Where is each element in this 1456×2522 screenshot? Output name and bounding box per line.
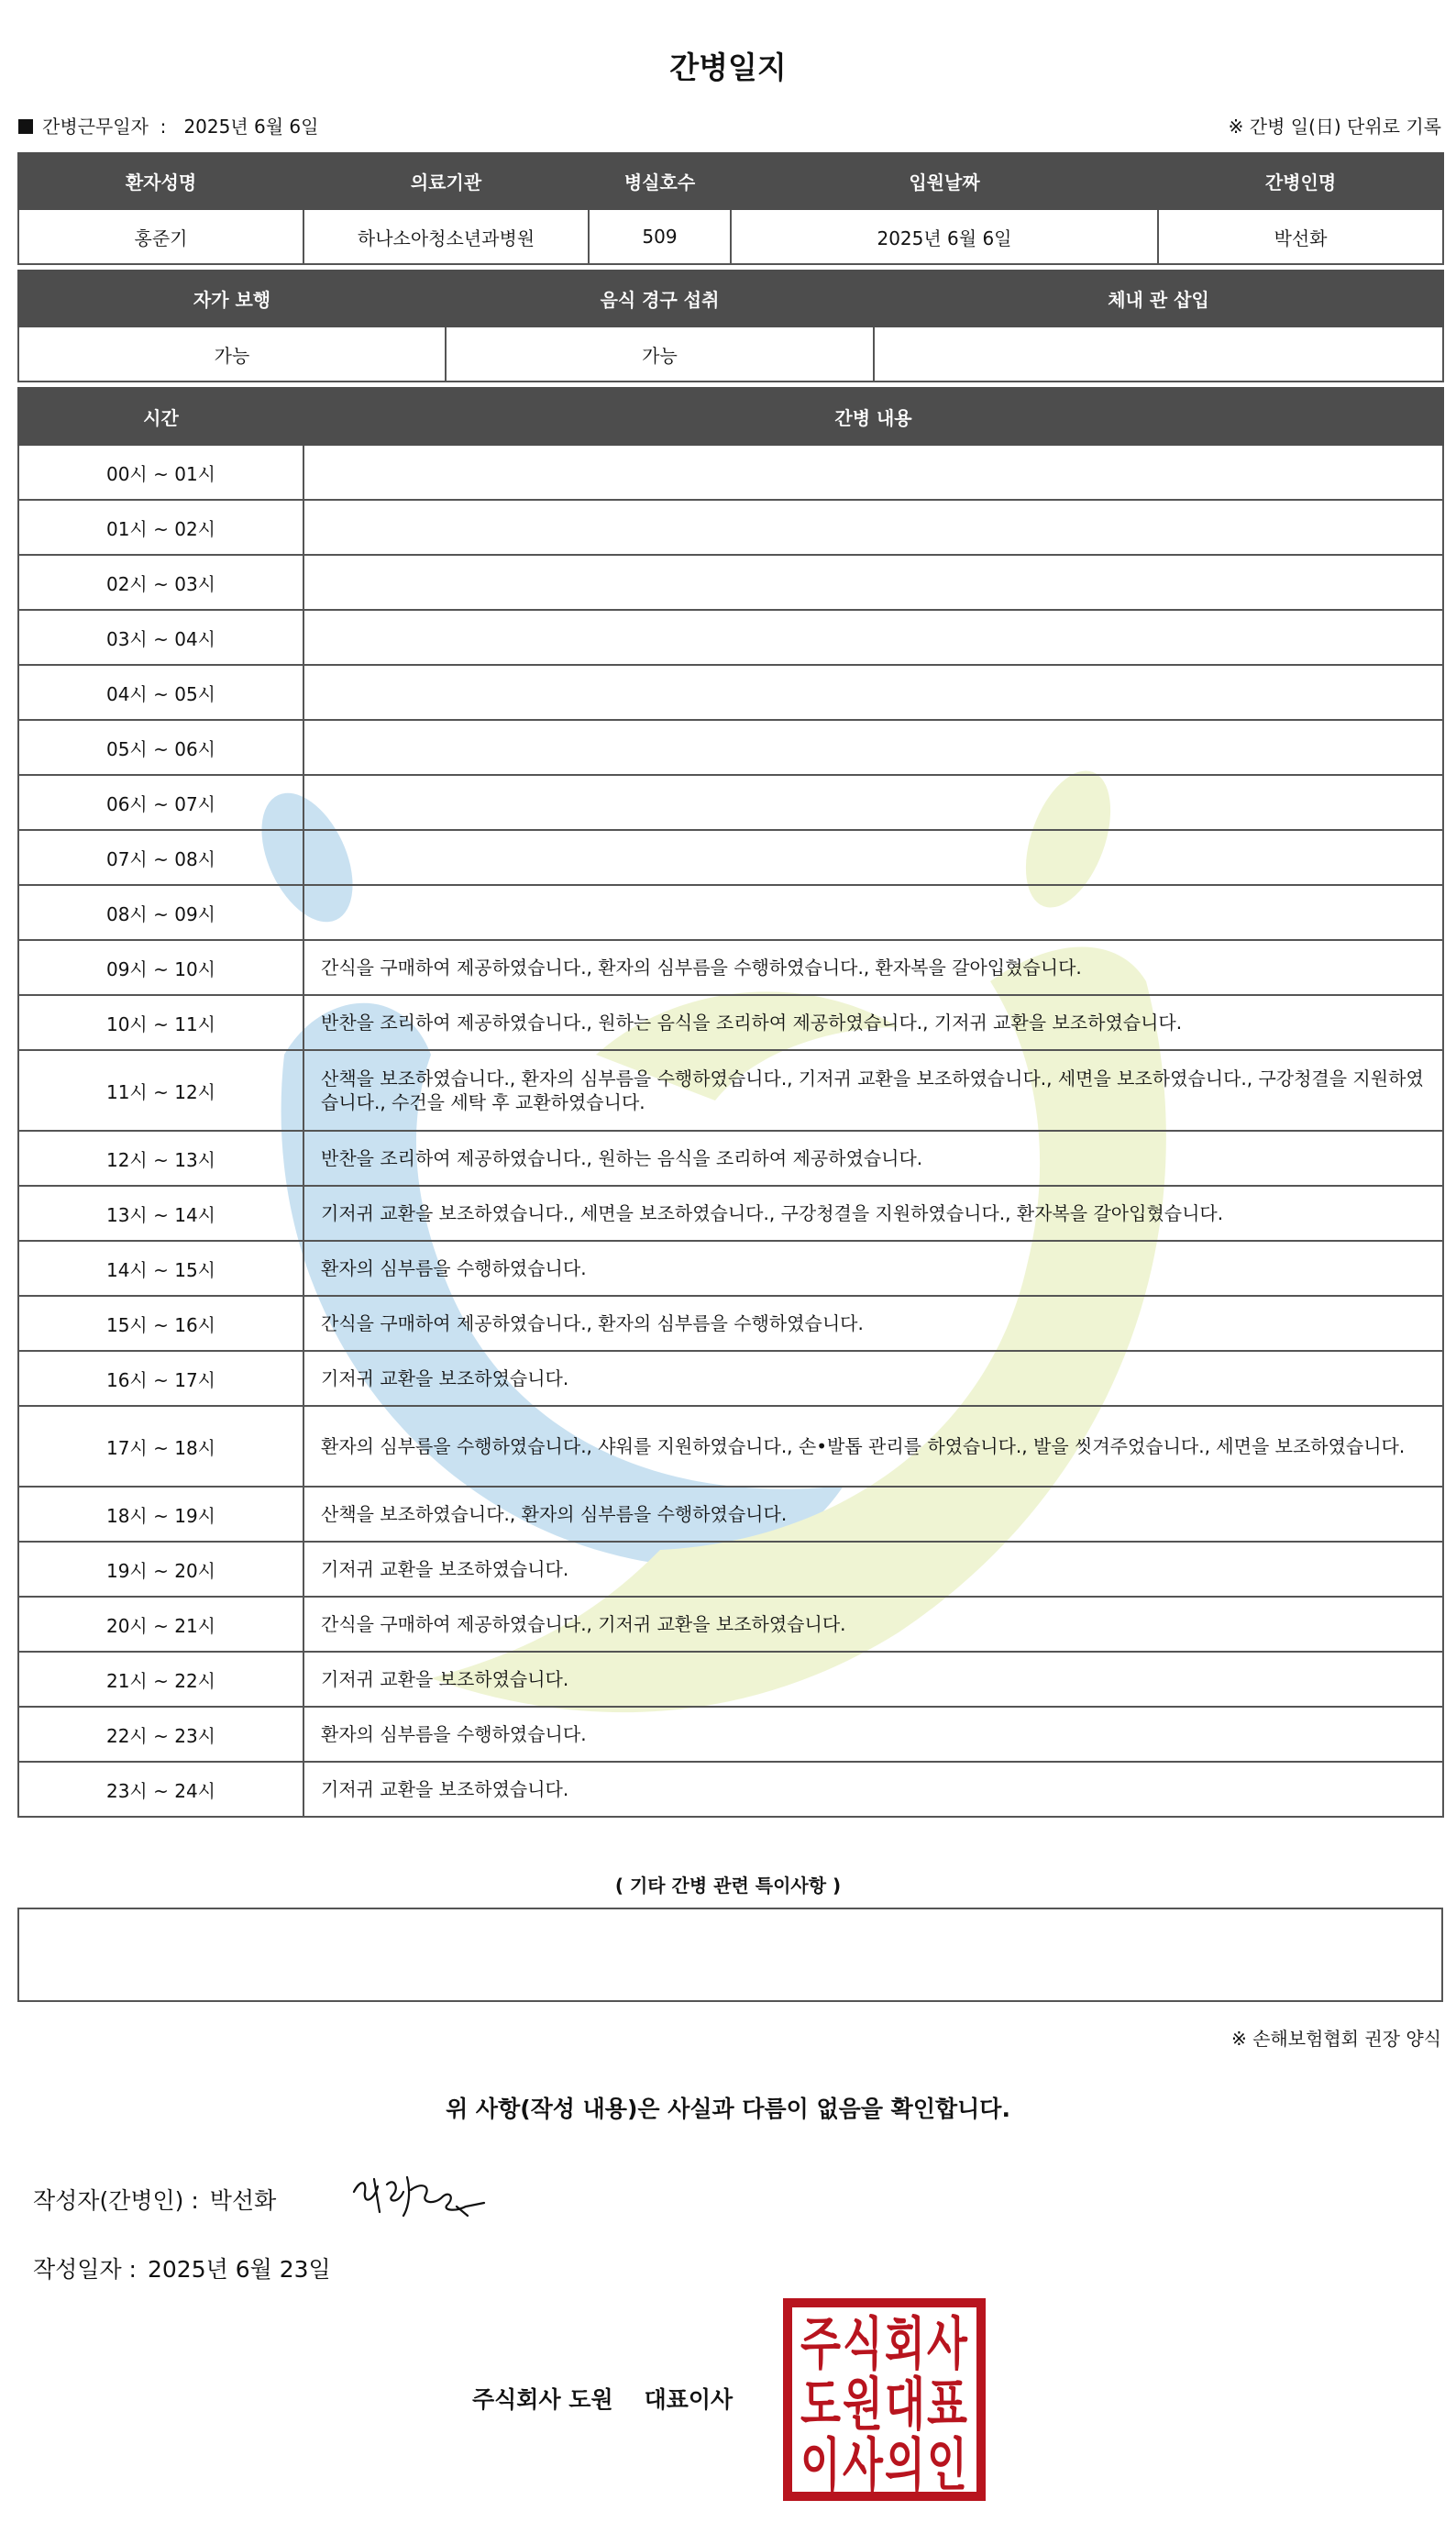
author-label: 작성자(간병인) : — [33, 2187, 199, 2214]
log-content: 기저귀 교환을 보조하였습니다. — [303, 1762, 1443, 1817]
log-content: 산책을 보조하였습니다., 환자의 심부름을 수행하였습니다. — [303, 1487, 1443, 1542]
seal-character: 식 — [843, 2310, 883, 2377]
log-content: 반찬을 조리하여 제공하였습니다., 원하는 음식을 조리하여 제공하였습니다., 기저귀 교환을 보조하였습니다. — [303, 995, 1443, 1050]
log-content: 간식을 구매하여 제공하였습니다., 환자의 심부름을 수행하였습니다., 환자복을 갈아입혔습니다. — [303, 940, 1443, 995]
log-content — [303, 720, 1443, 775]
log-content — [303, 665, 1443, 720]
log-content: 기저귀 교환을 보조하였습니다. — [303, 1542, 1443, 1597]
unit-note: ※ 간병 일(日) 단위로 기록 — [1228, 116, 1441, 138]
patient-info-table — [17, 152, 1444, 265]
oral-intake-status: 가능 — [446, 326, 874, 382]
log-time: 22시 ~ 23시 — [18, 1707, 303, 1762]
work-date-line: 간병근무일자 : 2025년 6월 6일 — [18, 112, 318, 138]
log-time: 13시 ~ 14시 — [18, 1186, 303, 1241]
seal-character: 표 — [927, 2371, 968, 2438]
log-time: 03시 ~ 04시 — [18, 610, 303, 665]
seal-character: 주 — [800, 2310, 842, 2377]
header-admission-date: 입원날짜 — [731, 153, 1158, 209]
log-time: 04시 ~ 05시 — [18, 665, 303, 720]
patient-name: 홍준기 — [18, 209, 303, 264]
log-row — [18, 830, 1443, 885]
author-line — [33, 2183, 287, 2216]
author-name: 박선화 — [209, 2187, 277, 2214]
log-content — [303, 500, 1443, 555]
log-row — [18, 1351, 1443, 1406]
log-content: 간식을 구매하여 제공하였습니다., 기저귀 교환을 보조하였습니다. — [303, 1597, 1443, 1652]
log-row — [18, 1597, 1443, 1652]
caregiver-name: 박선화 — [1158, 209, 1443, 264]
log-content — [303, 555, 1443, 610]
written-date-label: 작성일자 : — [33, 2256, 137, 2283]
log-row — [18, 1050, 1443, 1131]
log-row — [18, 995, 1443, 1050]
company-line — [472, 2382, 764, 2415]
log-content — [303, 885, 1443, 940]
log-row — [18, 555, 1443, 610]
header-oral-intake: 음식 경구 섭취 — [446, 271, 874, 326]
seal-character: 사 — [843, 2431, 884, 2498]
log-row — [18, 500, 1443, 555]
seal-character: 사 — [927, 2310, 968, 2377]
header-caregiver-name: 간병인명 — [1158, 153, 1443, 209]
log-time: 21시 ~ 22시 — [18, 1652, 303, 1707]
company-name: 주식회사 도원 — [472, 2386, 613, 2413]
log-time: 09시 ~ 10시 — [18, 940, 303, 995]
work-date-label: 간병근무일자 — [42, 116, 149, 138]
log-time: 02시 ~ 03시 — [18, 555, 303, 610]
header-walking: 자가 보행 — [18, 271, 446, 326]
log-time: 19시 ~ 20시 — [18, 1542, 303, 1597]
log-row — [18, 1296, 1443, 1351]
log-row — [18, 940, 1443, 995]
log-row — [18, 1131, 1443, 1186]
tube-insertion-status — [874, 326, 1443, 382]
work-date-value: 2025년 6월 6일 — [183, 116, 319, 138]
log-time: 05시 ~ 06시 — [18, 720, 303, 775]
header-tube-insertion: 체내 관 삽입 — [874, 271, 1443, 326]
log-row — [18, 665, 1443, 720]
log-content — [303, 830, 1443, 885]
log-time: 10시 ~ 11시 — [18, 995, 303, 1050]
page-title: 간병일지 — [669, 50, 787, 85]
log-content — [303, 775, 1443, 830]
log-time: 23시 ~ 24시 — [18, 1762, 303, 1817]
care-log-table — [17, 387, 1444, 1818]
log-time: 20시 ~ 21시 — [18, 1597, 303, 1652]
log-row — [18, 1186, 1443, 1241]
company-title: 대표이사 — [644, 2386, 734, 2413]
seal-character: 대 — [885, 2371, 925, 2438]
log-row — [18, 1241, 1443, 1296]
log-content: 반찬을 조리하여 제공하였습니다., 원하는 음식을 조리하여 제공하였습니다. — [303, 1131, 1443, 1186]
log-row — [18, 885, 1443, 940]
log-row — [18, 445, 1443, 500]
confirmation-statement: 위 사항(작성 내용)은 사실과 다름이 없음을 확인합니다. — [446, 2096, 1010, 2122]
written-date-line — [33, 2251, 342, 2284]
log-row — [18, 1406, 1443, 1487]
header-hospital: 의료기관 — [303, 153, 589, 209]
log-content: 간식을 구매하여 제공하였습니다., 환자의 심부름을 수행하였습니다. — [303, 1296, 1443, 1351]
source-note: ※ 손해보험협회 권장 양식 — [1230, 2028, 1441, 2050]
log-time: 11시 ~ 12시 — [18, 1050, 303, 1131]
notes-label: ( 기타 간병 관련 특이사항 ) — [614, 1875, 842, 1897]
log-content: 환자의 심부름을 수행하였습니다. — [303, 1241, 1443, 1296]
square-bullet-icon — [18, 119, 33, 134]
log-time: 18시 ~ 19시 — [18, 1487, 303, 1542]
seal-character: 이 — [800, 2431, 841, 2498]
log-time: 12시 ~ 13시 — [18, 1131, 303, 1186]
log-row — [18, 1762, 1443, 1817]
log-time: 06시 ~ 07시 — [18, 775, 303, 830]
signature-image — [347, 2164, 493, 2229]
header-care-content: 간병 내용 — [303, 388, 1443, 445]
seal-character: 인 — [927, 2431, 967, 2498]
admission-date: 2025년 6월 6일 — [731, 209, 1158, 264]
log-time: 00시 ~ 01시 — [18, 445, 303, 500]
log-time: 17시 ~ 18시 — [18, 1406, 303, 1487]
log-content — [303, 610, 1443, 665]
log-time: 15시 ~ 16시 — [18, 1296, 303, 1351]
log-row — [18, 1487, 1443, 1542]
log-content: 기저귀 교환을 보조하였습니다. — [303, 1652, 1443, 1707]
log-time: 07시 ~ 08시 — [18, 830, 303, 885]
log-time: 16시 ~ 17시 — [18, 1351, 303, 1406]
log-row — [18, 720, 1443, 775]
seal-character: 원 — [843, 2371, 883, 2438]
walking-status: 가능 — [18, 326, 446, 382]
log-row — [18, 1542, 1443, 1597]
hospital-name: 하나소아청소년과병원 — [303, 209, 589, 264]
header-patient-name: 환자성명 — [18, 153, 303, 209]
log-content: 기저귀 교환을 보조하였습니다., 세면을 보조하였습니다., 구강청결을 지원하였습니다., 환자복을 갈아입혔습니다. — [303, 1186, 1443, 1241]
seal-character: 도 — [800, 2371, 842, 2438]
log-content: 환자의 심부름을 수행하였습니다., 샤워를 지원하였습니다., 손•발톱 관리를 하였습니다., 발을 씻겨주었습니다., 세면을 보조하였습니다. — [303, 1406, 1443, 1487]
log-row — [18, 610, 1443, 665]
log-time: 01시 ~ 02시 — [18, 500, 303, 555]
log-row — [18, 775, 1443, 830]
patient-status-table — [17, 270, 1444, 382]
notes-box — [17, 1908, 1443, 2002]
room-number: 509 — [589, 209, 731, 264]
log-row — [18, 1707, 1443, 1762]
written-date-value: 2025년 6월 23일 — [147, 2256, 331, 2283]
log-content: 산책을 보조하였습니다., 환자의 심부름을 수행하였습니다., 기저귀 교환을 보조하였습니다., 세면을 보조하였습니다., 구강청결을 지원하였습니다., 수건을 세탁 후 교환하였습니다. — [303, 1050, 1443, 1131]
seal-character: 회 — [885, 2310, 925, 2377]
log-row — [18, 1652, 1443, 1707]
header-room: 병실호수 — [589, 153, 731, 209]
log-content: 환자의 심부름을 수행하였습니다. — [303, 1707, 1443, 1762]
log-content — [303, 445, 1443, 500]
seal-character: 의 — [885, 2431, 925, 2498]
header-time: 시간 — [18, 388, 303, 445]
company-seal-stamp — [782, 2297, 987, 2502]
log-content: 기저귀 교환을 보조하였습니다. — [303, 1351, 1443, 1406]
log-time: 08시 ~ 09시 — [18, 885, 303, 940]
log-time: 14시 ~ 15시 — [18, 1241, 303, 1296]
